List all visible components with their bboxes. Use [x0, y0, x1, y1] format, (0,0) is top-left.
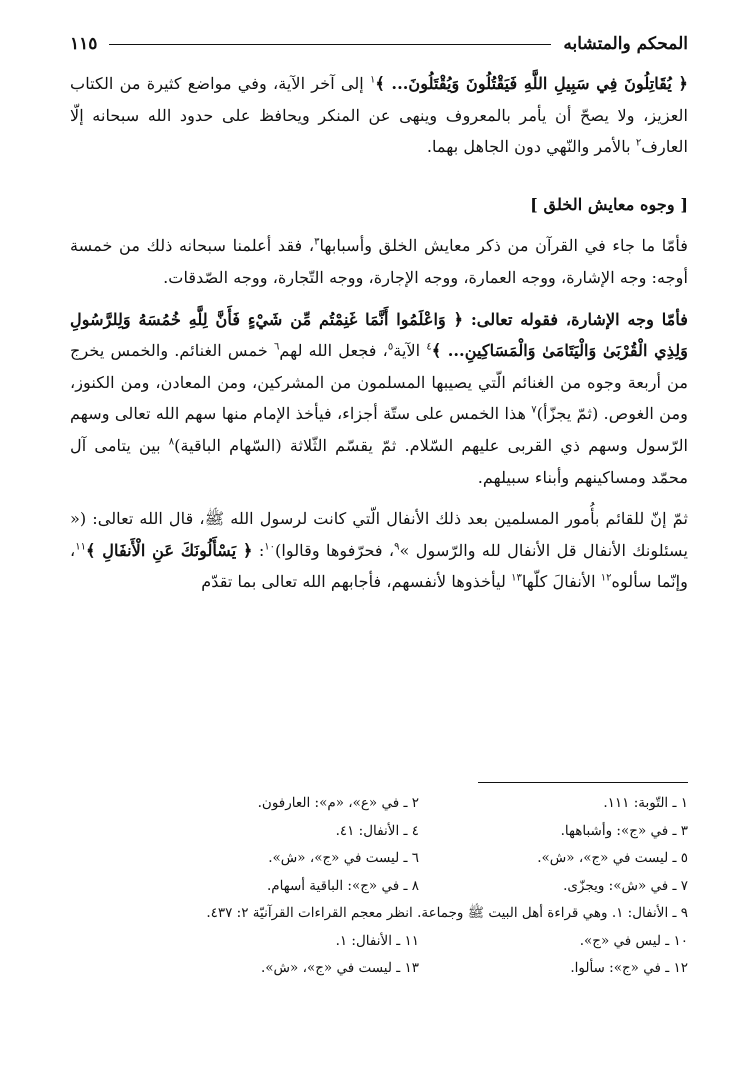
- footnote-row: [150, 873, 688, 901]
- paragraph-1: [70, 68, 688, 163]
- footnote-row: [150, 900, 688, 928]
- footnote: ٥ ـ ليست في «ج»، «ش».: [537, 850, 688, 866]
- footnote: ١ ـ التّوبة: ١١١.: [603, 795, 688, 811]
- quran-quote: ﴿ يَسْأَلُونَكَ عَنِ الْأَنفَالِ ﴾: [85, 540, 253, 560]
- paragraph-text: بالأمر والنّهي دون الجاهل بهما.: [426, 137, 636, 157]
- footnote-row: [150, 845, 688, 873]
- footnote-row: [150, 928, 688, 956]
- footnote-ref: ١٠: [264, 541, 276, 553]
- section-heading: [ وجوه معايش الخلق ]: [530, 194, 688, 214]
- main-text: [70, 68, 688, 598]
- paragraph-text: هذا الخمس على ستّة أجزاء، فيأخذ الإمام منها سهم الله تعالى وسهم الرّسول وسهم ذي القربى عليهم السّلام. ثمّ يقسّم الثّلاثة (السّهام الباقية): [70, 404, 688, 455]
- footnote-ref: ٨: [168, 436, 175, 448]
- footnote-ref: ٧: [531, 404, 537, 416]
- footnote-ref: ٩: [394, 541, 400, 553]
- footnote-row: [150, 790, 688, 818]
- paragraph-text: ، فقد أعلمنا سبحانه ذلك من خمسة أوجه: وجه الإشارة، ووجه العمارة، ووجه الإجارة، ووجه التّجارة، ووجه الصّدقات.: [70, 236, 688, 287]
- footnote-ref: ٣: [314, 236, 320, 248]
- footnote: ٢ ـ في «ع»، «م»: العارفون.: [257, 795, 419, 811]
- paragraph-text: ، فجعل الله لهم: [279, 341, 388, 361]
- paragraph-text: ليأخذوها لأنفسهم، فأجابهم الله تعالى بما تقدّم: [201, 572, 512, 592]
- footnote: ٩ ـ الأنفال: ١. وهي قراءة أهل البيت ﷺ وجماعة. انظر معجم القراءات القرآنيّة ٢: ٤٣٧.: [206, 905, 688, 921]
- paragraph-2: [70, 230, 688, 293]
- footnote: ١٢ ـ في «ج»: سألوا.: [570, 960, 688, 976]
- footnote: ٧ ـ في «ش»: ويجزّى.: [563, 877, 688, 894]
- footnotes: [150, 790, 688, 983]
- footnote-ref: ١٣: [511, 572, 522, 584]
- footnote: ١١ ـ الأنفال: ١.: [335, 932, 419, 949]
- paragraph-text: الآية: [393, 341, 427, 361]
- footnote-row: [150, 955, 688, 983]
- footnote: ٦ ـ ليست في «ج»، «ش».: [268, 850, 419, 866]
- running-title: المحكم والمتشابه: [563, 34, 688, 54]
- quran-quote: ﴿ يُقَاتِلُونَ فِي سَبِيلِ اللَّهِ فَيَقْتُلُونَ وَيُقْتَلُونَ... ﴾: [375, 74, 688, 93]
- paragraph-text: الأنفالَ كلّها: [521, 572, 601, 592]
- footnote-row: [150, 818, 688, 846]
- footnote: ٨ ـ في «ج»: الباقية أسهام.: [266, 877, 419, 894]
- paragraph-text: خمس الغنائم. والخمس يخرج من أربعة وجوه من الغنائم الّتي يصيبها المسلمون من المشركين، ومن المعادن، ومن الكنوز، ومن الغوص. (ثمّ يجزّأ): [70, 341, 688, 424]
- footnote: ٣ ـ في «ج»: وأشباهها.: [560, 822, 688, 839]
- paragraph-text: :: [252, 540, 265, 560]
- page-number: ١١٥: [70, 34, 98, 54]
- footnote-ref: ٢: [635, 137, 642, 149]
- footnote-ref: ١١: [75, 541, 86, 553]
- page-header: [70, 30, 688, 58]
- footnote-ref: ٥: [387, 341, 394, 353]
- paragraph-text: ، فحرّفوها وقالوا): [275, 540, 395, 560]
- footnote: ١٣ ـ ليست في «ج»، «ش».: [261, 960, 419, 976]
- quran-quote: ﴿ وَاعْلَمُوا أَنَّمَا غَنِمْتُم مِّن شَيْءٍ فَأَنَّ لِلَّهِ خُمُسَهُ وَلِلرَّسُولِ وَلِذِي الْقُرْبَىٰ وَالْيَتَامَىٰ وَالْمَسَاكِينِ... ﴾: [70, 309, 689, 361]
- paragraph-text: ، وإنّما سألوه: [70, 540, 688, 592]
- paragraph-text: بين يتامى آل محمّد ومساكينهم وأبناء سبيلهم.: [70, 435, 688, 487]
- paragraph-4: [70, 503, 688, 598]
- paragraph-text: فأمّا ما جاء في القرآن من ذكر معايش الخلق وأسبابها: [319, 236, 688, 256]
- footnote-ref: ٦: [274, 341, 280, 353]
- footnote-separator: [478, 782, 688, 783]
- footnote: ١٠ ـ ليس في «ج».: [579, 932, 688, 949]
- paragraph-text: ثمّ إنّ للقائم بأُمور المسلمين بعد ذلك الأنفال الّتي كانت لرسول الله ﷺ، قال الله تعالى: (« يسئلونك الأنفال قل الأنفال لله والرّسول »: [70, 509, 688, 560]
- header-rule: [109, 44, 551, 45]
- footnote-ref: ١٢: [600, 572, 612, 584]
- paragraph-text: إلى آخر الآية، وفي مواضع كثيرة من الكتاب العزيز، ولا يصحّ أن يأمر بالمعروف وينهى عن المنكر ويحافظ على حدود الله سبحانه إلّا العارف: [70, 74, 688, 157]
- run-in-heading: فأمّا وجه الإشارة، فقوله تعالى:: [463, 309, 688, 329]
- footnote-ref: ١: [369, 74, 376, 86]
- footnote: ٤ ـ الأنفال: ٤١.: [335, 822, 419, 839]
- paragraph-3: [70, 304, 688, 494]
- footnote-ref: ٤: [426, 341, 432, 353]
